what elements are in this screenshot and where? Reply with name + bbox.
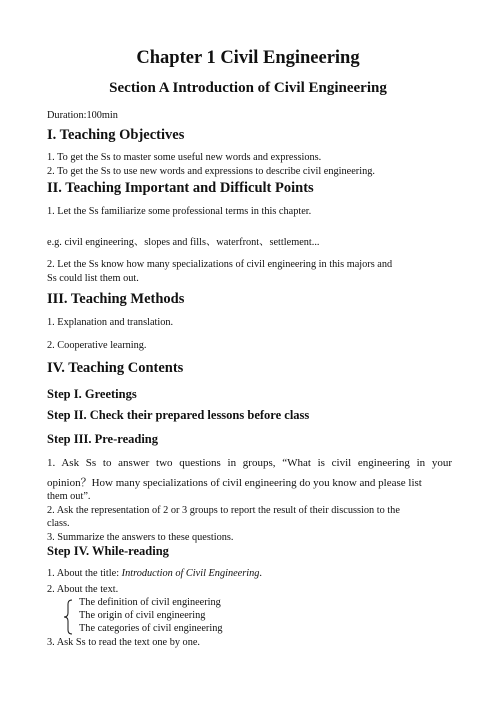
while-reading-item	[47, 568, 262, 579]
methods-heading: III. Teaching Methods	[47, 291, 185, 307]
step-heading: Step II. Check their prepared lessons before class	[47, 408, 310, 422]
points-item: 2. Let the Ss know how many specializations of civil engineering in this majors and	[47, 259, 393, 270]
contents-heading: IV. Teaching Contents	[47, 360, 184, 376]
while-reading-item: 2. About the text.	[47, 584, 119, 595]
while-reading-item: 3. Ask Ss to read the text one by one.	[47, 637, 201, 648]
pre-reading-item-line: opinion？How many specializations of civil engineering do you know and please list	[47, 477, 422, 489]
methods-item: 1. Explanation and translation.	[47, 317, 174, 328]
objectives-heading: I. Teaching Objectives	[47, 127, 185, 143]
text-part-item: The definition of civil engineering	[79, 597, 221, 608]
pre-reading-item-line: 3. Summarize the answers to these questions.	[47, 532, 234, 543]
step-heading: Step IV. While-reading	[47, 544, 169, 558]
pre-reading-item-line: class.	[47, 518, 70, 529]
points-item-continued: Ss could list them out.	[47, 273, 139, 284]
step-heading: Step III. Pre-reading	[47, 432, 158, 446]
item-prefix: 1. About the title:	[47, 568, 122, 579]
text-part-item: The categories of civil engineering	[79, 623, 223, 634]
points-heading: II. Teaching Important and Difficult Points	[47, 180, 314, 196]
pre-reading-item-line: 1. Ask Ss to answer two questions in groups, “What is civil engineering in your	[47, 457, 452, 469]
pre-reading-item-line: 2. Ask the representation of 2 or 3 groups to report the result of their discussion to the	[47, 505, 400, 516]
chapter-title: Chapter 1 Civil Engineering	[136, 48, 360, 68]
methods-item: 2. Cooperative learning.	[47, 340, 147, 351]
objective-item: 1. To get the Ss to master some useful new words and expressions.	[47, 152, 322, 163]
step-heading: Step I. Greetings	[47, 387, 137, 401]
objective-item: 2. To get the Ss to use new words and expressions to describe civil engineering.	[47, 166, 375, 177]
pre-reading-item-line: them out”.	[47, 491, 91, 502]
duration-text: Duration:100min	[47, 110, 118, 121]
points-item: 1. Let the Ss familiarize some professional terms in this chapter.	[47, 206, 312, 217]
points-example: e.g. civil engineering、slopes and fills、waterfront、settlement...	[47, 237, 320, 248]
item-suffix: .	[259, 568, 262, 579]
left-brace	[63, 599, 73, 635]
text-part-item: The origin of civil engineering	[79, 610, 206, 621]
section-title: Section A Introduction of Civil Engineering	[109, 80, 387, 96]
text-title: Introduction of Civil Engineering	[121, 568, 260, 579]
